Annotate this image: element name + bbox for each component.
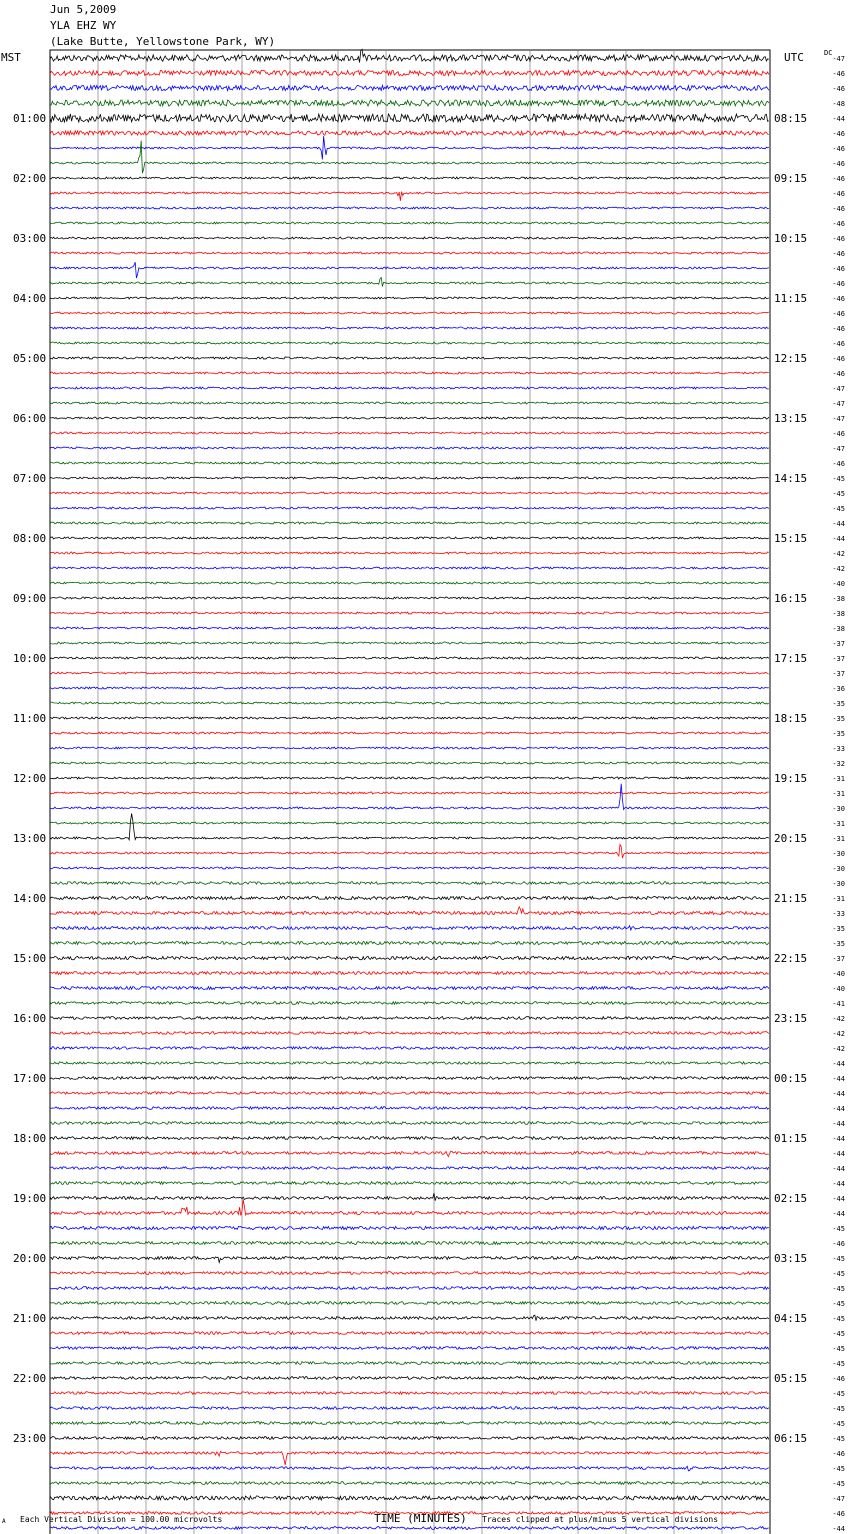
trace-line bbox=[50, 896, 769, 899]
dc-offset-label: -45 bbox=[832, 1270, 845, 1278]
dc-offset-label: -46 bbox=[832, 85, 845, 93]
dc-offset-label: -46 bbox=[832, 205, 845, 213]
right-hour-label: 16:15 bbox=[774, 592, 808, 605]
dc-offset-label: -44 bbox=[832, 1075, 845, 1083]
dc-offset-label: -31 bbox=[832, 790, 845, 798]
right-hour-label: 20:15 bbox=[774, 832, 808, 845]
right-hour-label: 08:15 bbox=[774, 112, 808, 125]
vertical-scale-note: Each Vertical Division = 100.00 microvolts bbox=[20, 1515, 223, 1524]
trace-line bbox=[50, 1257, 769, 1263]
right-hour-label: 13:15 bbox=[774, 412, 808, 425]
dc-offset-label: -46 bbox=[832, 145, 845, 153]
right-hour-label: 17:15 bbox=[774, 652, 808, 665]
dc-offset-label: -35 bbox=[832, 730, 845, 738]
left-hour-label: 12:00 bbox=[13, 772, 47, 785]
left-hour-label: 16:00 bbox=[13, 1012, 47, 1025]
trace-line bbox=[50, 49, 769, 62]
trace-line bbox=[50, 1199, 769, 1215]
dc-offset-label: -47 bbox=[832, 1495, 845, 1503]
trace-line bbox=[50, 222, 769, 224]
x-axis-label: TIME (MINUTES) bbox=[374, 1512, 467, 1525]
dc-offset-label: -46 bbox=[832, 70, 845, 78]
dc-offset-label: -36 bbox=[832, 685, 845, 693]
trace-line bbox=[50, 1332, 769, 1335]
trace-line bbox=[50, 477, 769, 479]
trace-line bbox=[50, 70, 769, 75]
trace-line bbox=[50, 956, 769, 959]
trace-line bbox=[50, 278, 769, 287]
dc-offset-label: -45 bbox=[832, 1465, 845, 1473]
right-hour-label: 12:15 bbox=[774, 352, 808, 365]
left-hour-label: 19:00 bbox=[13, 1192, 47, 1205]
left-hour-label: 05:00 bbox=[13, 352, 47, 365]
left-hour-label: 23:00 bbox=[13, 1432, 47, 1445]
dc-offset-label: -38 bbox=[832, 610, 845, 618]
dc-offset-label: -33 bbox=[832, 745, 845, 753]
trace-line bbox=[50, 1496, 769, 1500]
trace-line bbox=[50, 262, 769, 278]
dc-offset-label: -35 bbox=[832, 700, 845, 708]
dc-offset-label: -46 bbox=[832, 1240, 845, 1248]
trace-line bbox=[50, 612, 769, 614]
trace-line bbox=[50, 312, 769, 314]
trace-line bbox=[50, 85, 769, 90]
trace-line bbox=[50, 867, 769, 869]
dc-offset-label: -44 bbox=[832, 1120, 845, 1128]
dc-offset-label: -40 bbox=[832, 985, 845, 993]
trace-line bbox=[50, 522, 769, 524]
dc-offset-label: -46 bbox=[832, 220, 845, 228]
trace-line bbox=[50, 252, 769, 254]
dc-offset-label: -40 bbox=[832, 580, 845, 588]
left-hour-label: 14:00 bbox=[13, 892, 47, 905]
dc-offset-label: -46 bbox=[832, 265, 845, 273]
dc-offset-label: -42 bbox=[832, 1030, 845, 1038]
trace-line bbox=[50, 1437, 769, 1440]
dc-offset-label: -45 bbox=[832, 1390, 845, 1398]
chart-date: Jun 5,2009 bbox=[50, 3, 117, 16]
trace-line bbox=[50, 777, 769, 779]
right-hour-label: 22:15 bbox=[774, 952, 808, 965]
dc-offset-label: -35 bbox=[832, 940, 845, 948]
trace-line bbox=[50, 1347, 769, 1350]
dc-offset-label: -44 bbox=[832, 115, 845, 123]
trace-line bbox=[50, 372, 769, 374]
left-hour-label: 22:00 bbox=[13, 1372, 47, 1385]
dc-offset-label: -35 bbox=[832, 715, 845, 723]
left-hour-label: 08:00 bbox=[13, 532, 47, 545]
dc-offset-label: -45 bbox=[832, 1420, 845, 1428]
right-hour-label: 00:15 bbox=[774, 1072, 808, 1085]
left-hour-label: 06:00 bbox=[13, 412, 47, 425]
trace-line bbox=[50, 672, 769, 674]
dc-offset-label: -47 bbox=[832, 415, 845, 423]
dc-offset-label: -31 bbox=[832, 820, 845, 828]
dc-offset-label: -46 bbox=[832, 175, 845, 183]
dc-offset-label: -42 bbox=[832, 550, 845, 558]
trace-line bbox=[50, 567, 769, 569]
trace-line bbox=[50, 1407, 769, 1410]
clip-note: Traces clipped at plus/minus 5 vertical divisions bbox=[482, 1515, 719, 1524]
right-hour-label: 02:15 bbox=[774, 1192, 808, 1205]
left-hour-label: 21:00 bbox=[13, 1312, 47, 1325]
dc-offset-label: -31 bbox=[832, 835, 845, 843]
dc-offset-label: -46 bbox=[832, 160, 845, 168]
trace-line bbox=[50, 1062, 769, 1064]
trace-line bbox=[50, 762, 769, 764]
dc-offset-label: -45 bbox=[832, 1315, 845, 1323]
dc-offset-label: -45 bbox=[832, 1255, 845, 1263]
dc-offset-label: -44 bbox=[832, 1135, 845, 1143]
dc-offset-label: -46 bbox=[832, 430, 845, 438]
dc-offset-label: -45 bbox=[832, 490, 845, 498]
dc-offset-label: -46 bbox=[832, 235, 845, 243]
trace-line bbox=[50, 177, 769, 179]
corner-mark: A bbox=[2, 1518, 6, 1525]
trace-line bbox=[50, 1272, 769, 1275]
trace-line bbox=[50, 141, 769, 173]
dc-offset-label: -45 bbox=[832, 1480, 845, 1488]
trace-line bbox=[50, 114, 769, 122]
trace-line bbox=[50, 1137, 769, 1140]
trace-line bbox=[50, 1362, 769, 1365]
dc-offset-label: -45 bbox=[832, 1285, 845, 1293]
trace-line bbox=[50, 207, 769, 209]
trace-line bbox=[50, 1451, 769, 1465]
dc-offset-label: -46 bbox=[832, 1450, 845, 1458]
right-hour-label: 09:15 bbox=[774, 172, 808, 185]
trace-line bbox=[50, 792, 769, 794]
trace-line bbox=[50, 417, 769, 419]
trace-line bbox=[50, 1122, 769, 1125]
right-hour-label: 19:15 bbox=[774, 772, 808, 785]
dc-offset-label: -37 bbox=[832, 670, 845, 678]
dc-offset-header: DC bbox=[824, 49, 833, 57]
trace-line bbox=[50, 447, 769, 449]
dc-offset-label: -41 bbox=[832, 1000, 845, 1008]
dc-offset-label: -47 bbox=[832, 385, 845, 393]
left-hour-label: 01:00 bbox=[13, 112, 47, 125]
trace-line bbox=[50, 342, 769, 344]
dc-offset-label: -44 bbox=[832, 1105, 845, 1113]
dc-offset-label: -47 bbox=[832, 445, 845, 453]
left-hour-label: 03:00 bbox=[13, 232, 47, 245]
dc-offset-label: -46 bbox=[832, 325, 845, 333]
dc-offset-label: -46 bbox=[832, 1375, 845, 1383]
right-hour-label: 05:15 bbox=[774, 1372, 808, 1385]
trace-line bbox=[50, 642, 769, 644]
trace-line bbox=[50, 1392, 769, 1395]
dc-offset-label: -46 bbox=[832, 340, 845, 348]
dc-offset-label: -44 bbox=[832, 1210, 845, 1218]
dc-offset-label: -46 bbox=[832, 250, 845, 258]
dc-offset-label: -30 bbox=[832, 850, 845, 858]
dc-offset-label: -44 bbox=[832, 1525, 845, 1533]
dc-offset-label: -44 bbox=[832, 1090, 845, 1098]
dc-offset-label: -37 bbox=[832, 955, 845, 963]
trace-line bbox=[50, 1047, 769, 1050]
trace-line bbox=[50, 1377, 769, 1380]
left-hour-label: 18:00 bbox=[13, 1132, 47, 1145]
trace-line bbox=[50, 387, 769, 389]
trace-line bbox=[50, 297, 769, 299]
left-hour-label: 02:00 bbox=[13, 172, 47, 185]
dc-offset-label: -45 bbox=[832, 1360, 845, 1368]
dc-offset-label: -31 bbox=[832, 775, 845, 783]
dc-offset-label: -48 bbox=[832, 100, 845, 108]
trace-line bbox=[50, 987, 769, 990]
trace-line bbox=[50, 822, 769, 824]
trace-line bbox=[50, 1077, 769, 1080]
trace-line bbox=[50, 657, 769, 659]
dc-offset-label: -42 bbox=[832, 1045, 845, 1053]
trace-line bbox=[50, 552, 769, 554]
station-code: YLA EHZ WY bbox=[50, 19, 117, 32]
trace-line bbox=[50, 941, 769, 944]
dc-offset-label: -45 bbox=[832, 1330, 845, 1338]
dc-offset-label: -45 bbox=[832, 475, 845, 483]
dc-offset-label: -45 bbox=[832, 1345, 845, 1353]
right-hour-label: 14:15 bbox=[774, 472, 808, 485]
right-hour-label: 11:15 bbox=[774, 292, 808, 305]
trace-line bbox=[50, 402, 769, 404]
dc-offset-label: -46 bbox=[832, 130, 845, 138]
dc-offset-label: -45 bbox=[832, 1300, 845, 1308]
dc-offset-label: -44 bbox=[832, 1060, 845, 1068]
trace-line bbox=[50, 1032, 769, 1035]
trace-line bbox=[50, 192, 769, 201]
trace-line bbox=[50, 1193, 769, 1201]
dc-offset-label: -45 bbox=[832, 1405, 845, 1413]
trace-line bbox=[50, 702, 769, 704]
trace-line bbox=[50, 492, 769, 494]
trace-line bbox=[50, 926, 769, 930]
dc-offset-label: -46 bbox=[832, 370, 845, 378]
trace-line bbox=[50, 907, 769, 915]
right-hour-label: 18:15 bbox=[774, 712, 808, 725]
trace-line bbox=[50, 1017, 769, 1020]
trace-line bbox=[50, 845, 769, 859]
left-hour-label: 04:00 bbox=[13, 292, 47, 305]
trace-line bbox=[50, 1107, 769, 1110]
station-location: (Lake Butte, Yellowstone Park, WY) bbox=[50, 35, 276, 48]
right-hour-label: 04:15 bbox=[774, 1312, 808, 1325]
dc-offset-label: -47 bbox=[832, 55, 845, 63]
trace-line bbox=[50, 1092, 769, 1095]
right-timezone: UTC bbox=[784, 51, 804, 64]
trace-line bbox=[50, 1242, 769, 1245]
left-hour-label: 09:00 bbox=[13, 592, 47, 605]
dc-offset-label: -44 bbox=[832, 1165, 845, 1173]
right-hour-label: 03:15 bbox=[774, 1252, 808, 1265]
left-hour-label: 15:00 bbox=[13, 952, 47, 965]
trace-line bbox=[50, 732, 769, 734]
right-hour-label: 01:15 bbox=[774, 1132, 808, 1145]
dc-offset-label: -35 bbox=[832, 925, 845, 933]
trace-line bbox=[50, 1167, 769, 1170]
dc-offset-label: -30 bbox=[832, 865, 845, 873]
dc-offset-label: -38 bbox=[832, 625, 845, 633]
trace-line bbox=[50, 813, 769, 839]
trace-line bbox=[50, 1287, 769, 1290]
dc-offset-label: -30 bbox=[832, 880, 845, 888]
dc-offset-label: -46 bbox=[832, 460, 845, 468]
dc-offset-label: -32 bbox=[832, 760, 845, 768]
dc-offset-label: -46 bbox=[832, 190, 845, 198]
left-hour-label: 10:00 bbox=[13, 652, 47, 665]
left-hour-label: 11:00 bbox=[13, 712, 47, 725]
dc-offset-label: -46 bbox=[832, 280, 845, 288]
left-hour-label: 20:00 bbox=[13, 1252, 47, 1265]
trace-line bbox=[50, 882, 769, 885]
trace-line bbox=[50, 1466, 769, 1471]
dc-offset-label: -38 bbox=[832, 595, 845, 603]
dc-offset-label: -37 bbox=[832, 655, 845, 663]
trace-line bbox=[50, 100, 769, 106]
dc-offset-label: -44 bbox=[832, 535, 845, 543]
trace-line bbox=[50, 687, 769, 689]
trace-line bbox=[50, 972, 769, 975]
dc-offset-label: -44 bbox=[832, 1180, 845, 1188]
trace-line bbox=[50, 627, 769, 629]
dc-offset-label: -47 bbox=[832, 400, 845, 408]
right-hour-label: 21:15 bbox=[774, 892, 808, 905]
trace-line bbox=[50, 136, 769, 159]
dc-offset-label: -37 bbox=[832, 640, 845, 648]
left-hour-label: 13:00 bbox=[13, 832, 47, 845]
trace-line bbox=[50, 507, 769, 509]
trace-line bbox=[50, 582, 769, 584]
trace-line bbox=[50, 1151, 769, 1156]
trace-line bbox=[50, 237, 769, 239]
dc-offset-label: -33 bbox=[832, 910, 845, 918]
right-hour-label: 10:15 bbox=[774, 232, 808, 245]
dc-offset-label: -44 bbox=[832, 1195, 845, 1203]
trace-line bbox=[50, 131, 769, 135]
trace-line bbox=[50, 1302, 769, 1305]
right-hour-label: 23:15 bbox=[774, 1012, 808, 1025]
trace-line bbox=[50, 1422, 769, 1425]
dc-offset-label: -40 bbox=[832, 970, 845, 978]
dc-offset-label: -46 bbox=[832, 1510, 845, 1518]
trace-line bbox=[50, 1226, 769, 1229]
left-timezone: MST bbox=[1, 51, 21, 64]
left-hour-label: 07:00 bbox=[13, 472, 47, 485]
left-hour-label: 17:00 bbox=[13, 1072, 47, 1085]
trace-line bbox=[50, 462, 769, 464]
dc-offset-label: -46 bbox=[832, 355, 845, 363]
trace-line bbox=[50, 1482, 769, 1485]
right-hour-label: 15:15 bbox=[774, 532, 808, 545]
dc-offset-label: -31 bbox=[832, 895, 845, 903]
trace-line bbox=[50, 357, 769, 359]
trace-line bbox=[50, 747, 769, 749]
trace-line bbox=[50, 784, 769, 810]
dc-offset-label: -42 bbox=[832, 565, 845, 573]
trace-line bbox=[50, 327, 769, 329]
dc-offset-label: -30 bbox=[832, 805, 845, 813]
trace-line bbox=[50, 537, 769, 539]
trace-line bbox=[50, 432, 769, 434]
trace-line bbox=[50, 597, 769, 599]
dc-offset-label: -42 bbox=[832, 1015, 845, 1023]
dc-offset-label: -45 bbox=[832, 1225, 845, 1233]
trace-line bbox=[50, 1527, 769, 1530]
dc-offset-label: -44 bbox=[832, 1150, 845, 1158]
trace-line bbox=[50, 1002, 769, 1005]
right-hour-label: 06:15 bbox=[774, 1432, 808, 1445]
dc-offset-label: -45 bbox=[832, 505, 845, 513]
trace-line bbox=[50, 1315, 769, 1321]
trace-line bbox=[50, 1182, 769, 1185]
dc-offset-label: -45 bbox=[832, 1435, 845, 1443]
dc-offset-label: -46 bbox=[832, 295, 845, 303]
dc-offset-label: -46 bbox=[832, 310, 845, 318]
dc-offset-label: -44 bbox=[832, 520, 845, 528]
trace-line bbox=[50, 717, 769, 719]
